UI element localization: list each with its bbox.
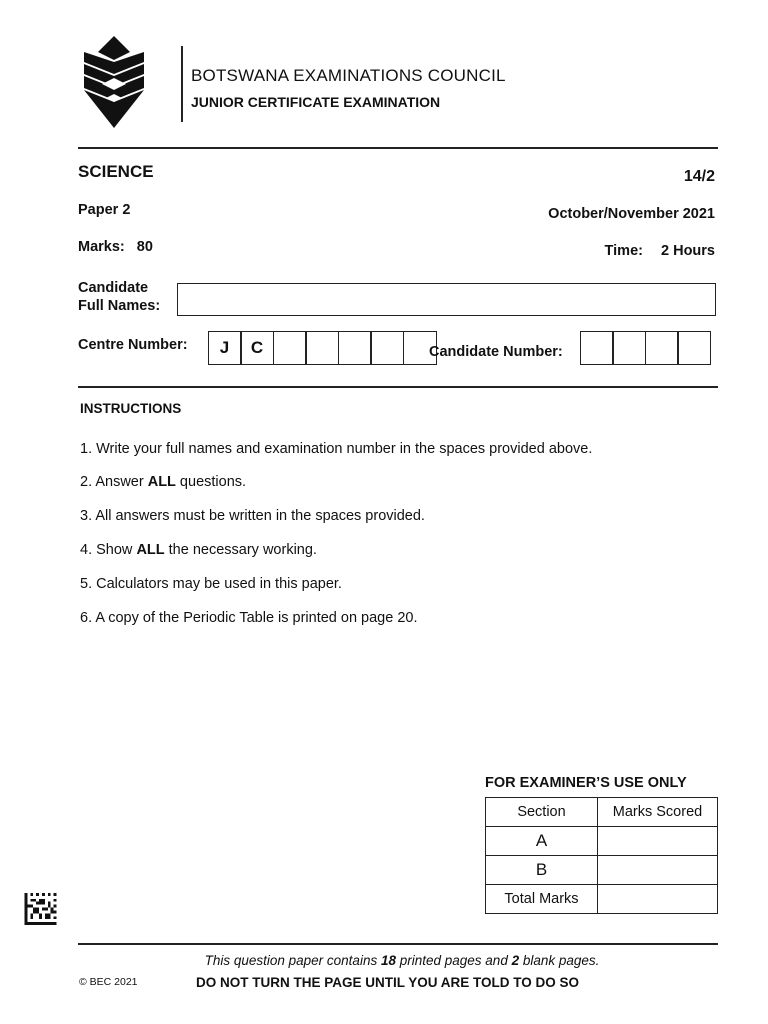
candidate-number-cell[interactable] bbox=[580, 331, 614, 365]
candidate-names-label-line2: Full Names: bbox=[78, 298, 161, 314]
candidate-number-grid bbox=[581, 331, 711, 365]
middle-rule bbox=[78, 386, 718, 388]
instruction-number: 1. bbox=[80, 441, 93, 457]
candidate-number-cell[interactable] bbox=[612, 331, 646, 365]
marks-cell[interactable] bbox=[598, 827, 718, 856]
table-row bbox=[486, 885, 718, 914]
examiner-table bbox=[485, 797, 718, 914]
candidate-number-cell[interactable] bbox=[645, 331, 679, 365]
exam-session: October/November 2021 bbox=[548, 206, 715, 222]
candidate-names-label-line1: Candidate bbox=[78, 280, 149, 296]
centre-number-cell[interactable] bbox=[273, 331, 307, 365]
table-row bbox=[486, 856, 718, 885]
instruction-text: questions. bbox=[175, 474, 247, 490]
centre-number-cell[interactable] bbox=[370, 331, 404, 365]
instruction-text: Write your full names and examination number in the spaces provided above. bbox=[96, 441, 593, 457]
candidate-names-label bbox=[78, 279, 160, 315]
instruction-number: 6. bbox=[80, 610, 93, 626]
marks-scored-header: Marks Scored bbox=[598, 798, 718, 827]
bottom-rule bbox=[78, 943, 718, 945]
marks-label bbox=[78, 239, 153, 255]
section-header: Section bbox=[486, 798, 598, 827]
table-row bbox=[486, 798, 718, 827]
copyright: © BEC 2021 bbox=[79, 976, 138, 988]
marks-label-text: Marks: bbox=[78, 239, 125, 255]
page-count-text: printed pages and bbox=[395, 953, 512, 968]
instruction-item bbox=[80, 576, 342, 592]
blank-pages-count: 2 bbox=[511, 953, 520, 968]
marks-value: 80 bbox=[136, 239, 153, 255]
section-cell: Total Marks bbox=[486, 885, 598, 914]
examiner-heading: FOR EXAMINER’S USE ONLY bbox=[485, 775, 687, 791]
instructions-heading: INSTRUCTIONS bbox=[80, 401, 182, 416]
section-cell: B bbox=[486, 856, 598, 885]
instruction-item bbox=[80, 542, 317, 558]
page-count-note bbox=[0, 953, 768, 968]
instruction-item bbox=[80, 508, 425, 524]
instruction-item bbox=[80, 610, 418, 626]
instruction-text: Show bbox=[96, 542, 137, 558]
candidate-number-cell[interactable] bbox=[677, 331, 711, 365]
time-label bbox=[605, 243, 715, 259]
data-matrix-code-icon bbox=[24, 893, 57, 925]
instruction-text: the necessary working. bbox=[164, 542, 317, 558]
header-divider bbox=[181, 46, 183, 122]
centre-number-grid bbox=[209, 331, 437, 365]
time-value: 2 Hours bbox=[661, 243, 715, 259]
organization-name: BOTSWANA EXAMINATIONS COUNCIL bbox=[191, 66, 506, 85]
instruction-number: 5. bbox=[80, 576, 93, 592]
exam-name: JUNIOR CERTIFICATE EXAMINATION bbox=[191, 94, 441, 110]
paper-number: Paper 2 bbox=[78, 202, 131, 218]
top-rule bbox=[78, 147, 718, 149]
instruction-text: Calculators may be used in this paper. bbox=[96, 576, 342, 592]
instruction-text: A copy of the Periodic Table is printed on page 20. bbox=[95, 610, 418, 626]
bec-logo-icon bbox=[82, 36, 146, 128]
instruction-number: 4. bbox=[80, 542, 93, 558]
page-count-text: blank pages. bbox=[519, 953, 600, 968]
instruction-emphasis: ALL bbox=[136, 542, 165, 558]
centre-number-cell[interactable]: C bbox=[240, 331, 274, 365]
instruction-item bbox=[80, 474, 246, 490]
centre-number-cell[interactable] bbox=[338, 331, 372, 365]
table-row bbox=[486, 827, 718, 856]
instruction-emphasis: ALL bbox=[147, 474, 176, 490]
subject-title: SCIENCE bbox=[78, 162, 154, 181]
marks-cell[interactable] bbox=[598, 885, 718, 914]
section-cell: A bbox=[486, 827, 598, 856]
instruction-text: Answer bbox=[95, 474, 148, 490]
instruction-item bbox=[80, 441, 592, 457]
paper-code: 14/2 bbox=[683, 168, 715, 185]
centre-number-cell[interactable] bbox=[305, 331, 339, 365]
printed-pages-count: 18 bbox=[380, 953, 396, 968]
candidate-names-field[interactable] bbox=[177, 283, 716, 316]
candidate-number-label: Candidate Number: bbox=[429, 344, 563, 360]
centre-number-label: Centre Number: bbox=[78, 337, 188, 353]
centre-number-cell[interactable]: J bbox=[208, 331, 242, 365]
instruction-number: 2. bbox=[80, 474, 93, 490]
instruction-text: All answers must be written in the spaces provided. bbox=[95, 508, 425, 524]
time-label-text: Time: bbox=[604, 243, 643, 259]
marks-cell[interactable] bbox=[598, 856, 718, 885]
warning-text: DO NOT TURN THE PAGE UNTIL YOU ARE TOLD TO DO SO bbox=[196, 975, 580, 990]
instruction-number: 3. bbox=[80, 508, 93, 524]
page-count-text: This question paper contains bbox=[204, 953, 381, 968]
